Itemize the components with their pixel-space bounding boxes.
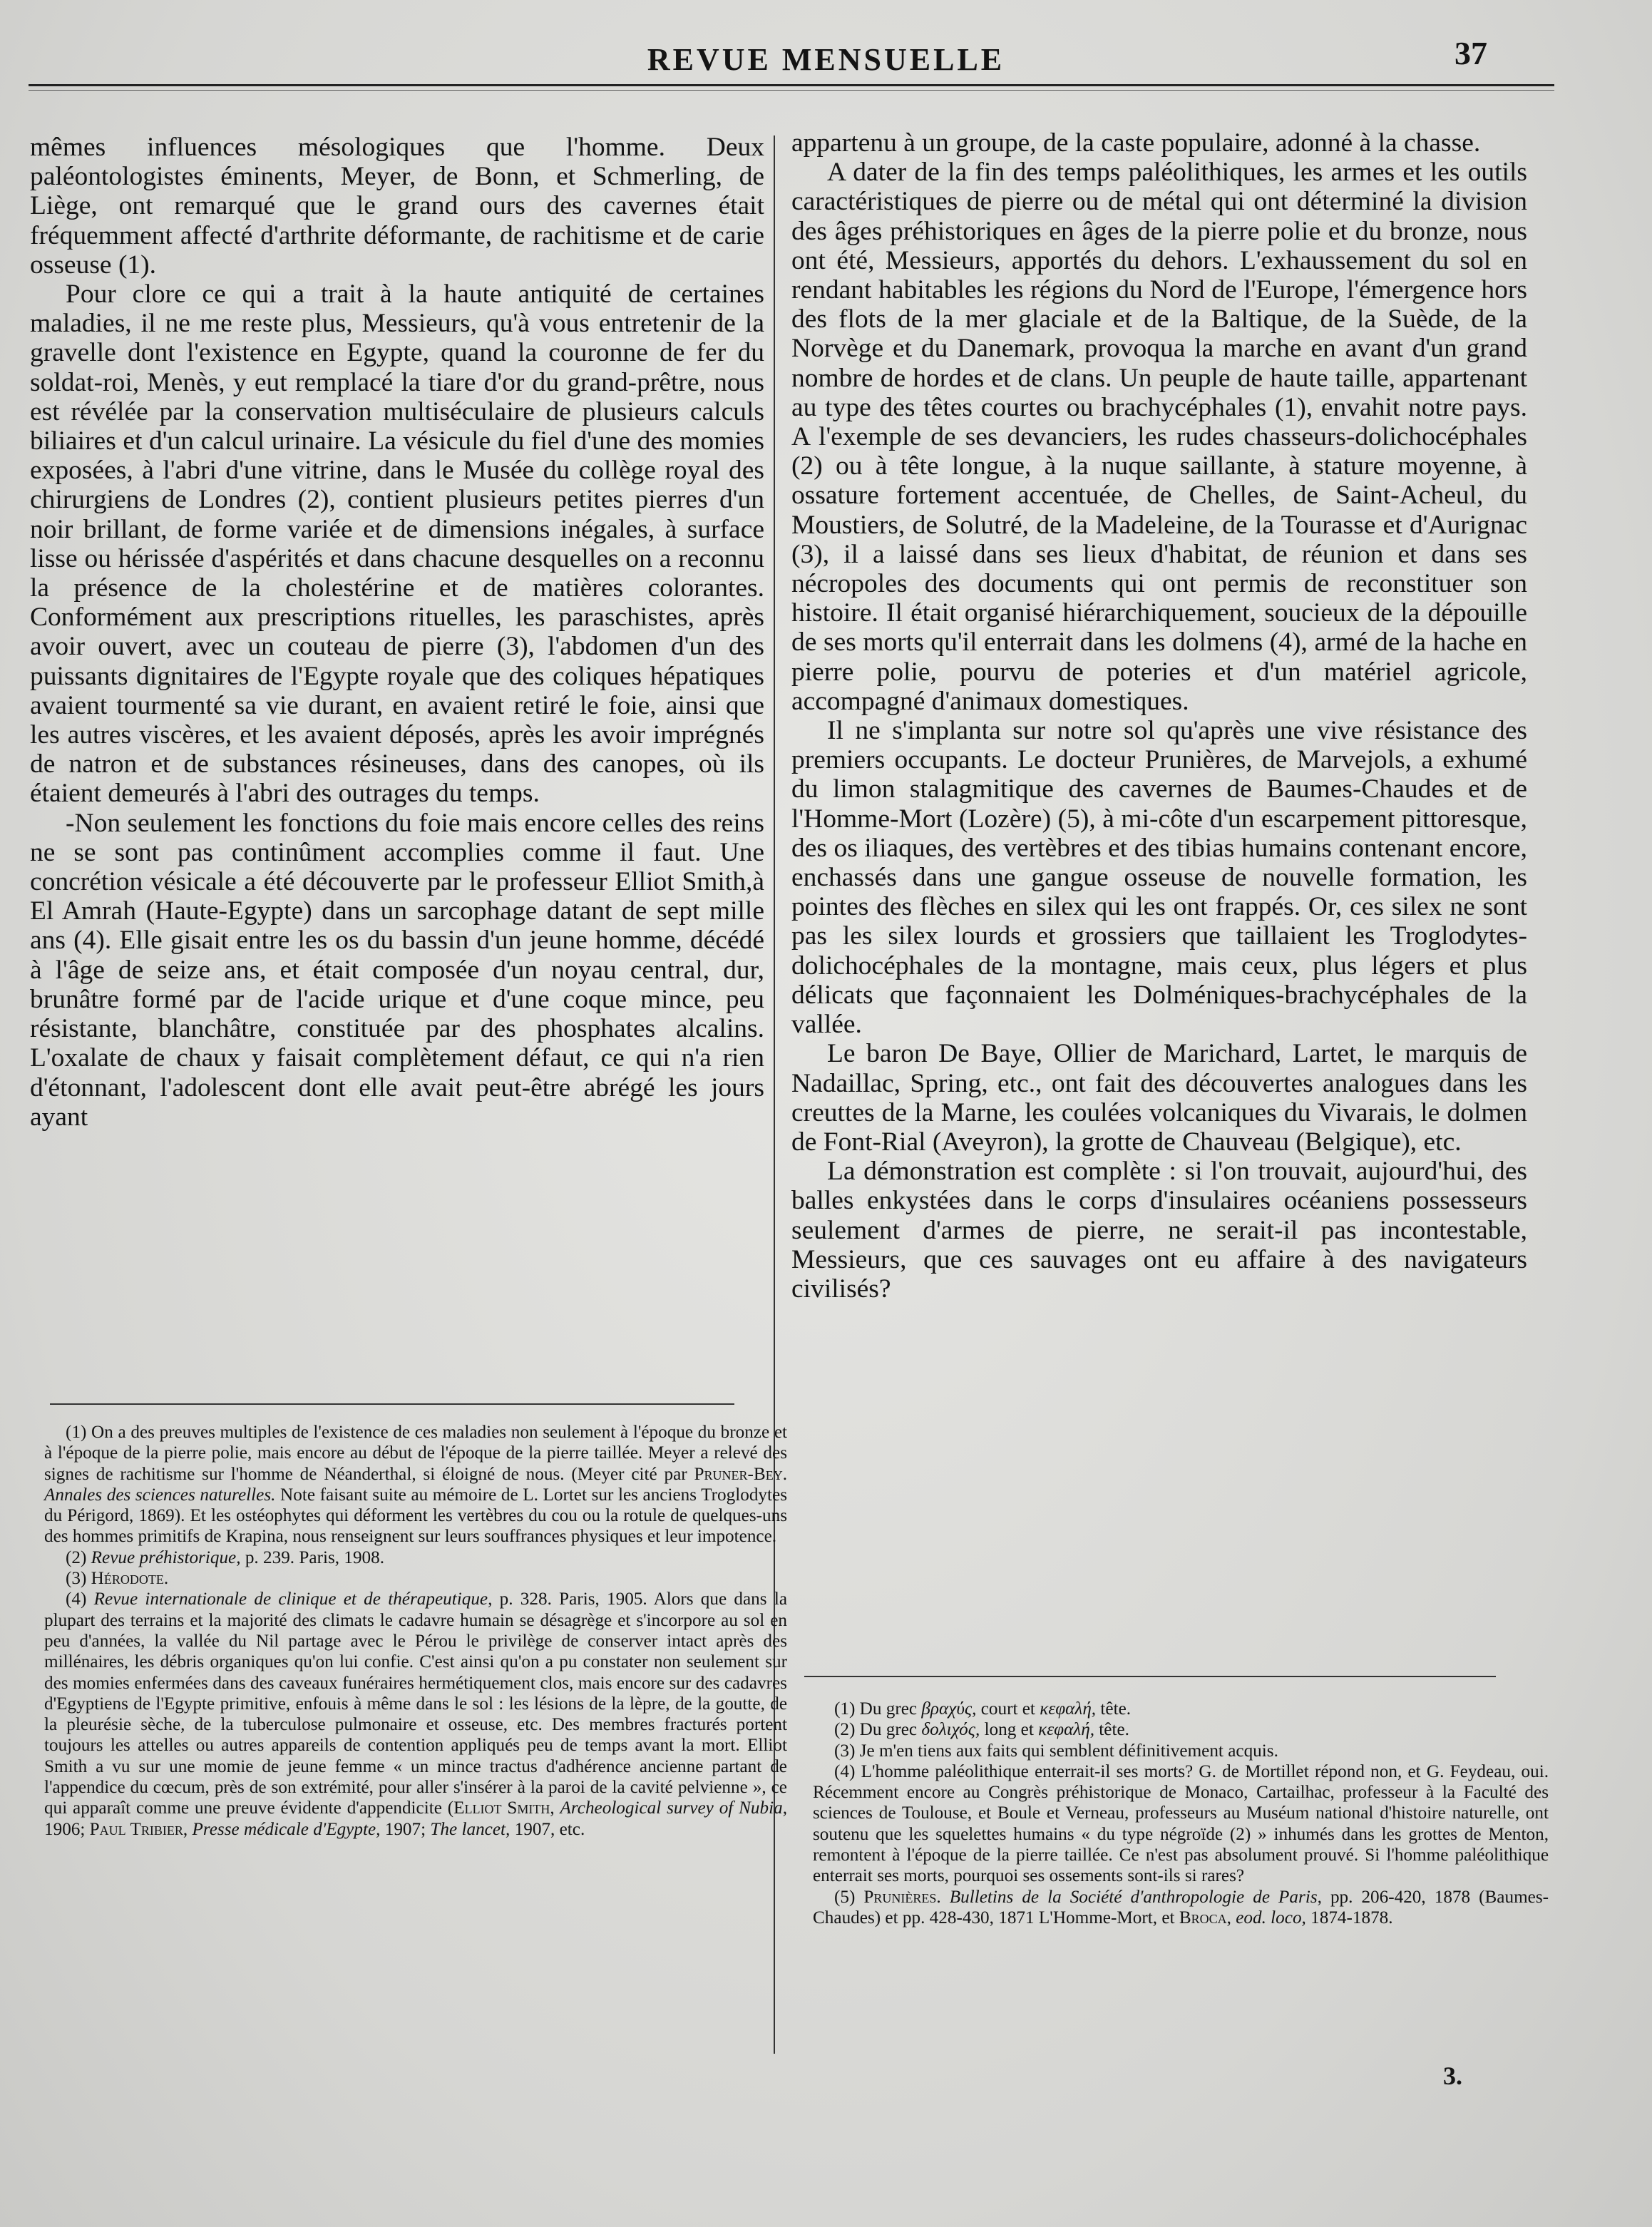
left-paragraph-3: -Non seulement les fonctions du foie mais encore celles des reins ne se sont pas continûment accomplies comme il faut. Une concrétion vésicale a été découverte par le professeur Elliot Smith,à El Amrah (Haute-Egypte) dans un sarcophage datant de sept mille ans (4). Elle gisait entre les os du bassin d'un jeune homme, décédé à l'âge de seize ans, et était composée d'un noyau central, dur, brunâtre formé par de l'acide urique et d'une coque mince, peu résistante, blanchâtre, constituée par des phosphates alcalins. L'oxalate de chaux y faisait complètement défaut, ce qui n'a rien d'étonnant, l'adolescent dont elle avait peut-être abrégé les jours ayant (30, 808, 764, 1132)
footnote-right-4: (4) L'homme paléolithique enterrait-il ses morts? G. de Mortillet répond non, et G. Feydeau, oui. Récemment encore au Congrès préhistorique de Monaco, Cartailhac, professeur à la Faculté des sciences de Toulouse, et Boule et Verneau, professeurs au Muséum national d'histoire naturelle, ont soutenu que les squelettes humains « du type négroïde (2) » inhumés dans les grottes de Menton, remontent à l'époque de la pierre taillée. Ce n'est pas absolument prouvé. Si l'homme paléolithique enterrait ses morts, pourquoi ses ossements sont-ils si rares? (813, 1761, 1549, 1886)
right-paragraph-3: Il ne s'implanta sur notre sol qu'après une vive résistance des premiers occupants. Le docteur Prunières, de Marvejols, a exhumé du limon stalagmitique des cavernes de Baumes-Chaudes et de l'Homme-Mort (Lozère) (5), à mi-côte d'un escarpement pittoresque, des os iliaques, des vertèbres et des tibias humains contenant encore, enchassés dans une gangue osseuse de nouvelle formation, les pointes des flèches en silex qui les ont frappés. Or, ces silex ne sont pas les silex lourds et grossiers que taillaient les Troglodytes-dolichocéphales de la montagne, mais ceux, plus légers et plus délicats que façonnaient les Dolméniques-brachycéphales de la vallée. (791, 716, 1527, 1040)
footnote-right-5 (813, 1887, 1549, 1929)
footnote-text: (1) On a des preuves multiples de l'existence de ces maladies non seulement à l'époque du bronze et à l'époque de la pierre polie, mais encore au début de l'époque de la pierre taillée. Meyer a relevé des signes de rachitisme sur l'homme de Néanderthal, si éloigné de nous. (Meyer cité par (44, 1423, 787, 1484)
footnote-text: 1874-1878. (1310, 1908, 1393, 1927)
footnote-text: court et (980, 1699, 1035, 1719)
left-column (30, 133, 764, 1132)
footnote-journal: Annales des sciences naturelles. (44, 1485, 276, 1505)
footnote-left-4 (44, 1589, 787, 1840)
footnote-left-3 (44, 1568, 787, 1589)
footnote-text: 1906; (44, 1819, 86, 1839)
header-rule-thin (29, 90, 1554, 91)
greek-word: βραχύς, (921, 1699, 977, 1719)
footnote-author: Prunières. (863, 1887, 941, 1907)
right-paragraph-5: La démonstration est complète : si l'on trouvait, aujourd'hui, des balles enkystées dans le corps d'insulaires océaniens possesseurs seulement d'armes de pierre, ne serait-il pas incontestable, Messieurs, que ces sauvages ont eu affaire à des navigateurs civilisés? (791, 1157, 1527, 1304)
footnote-author: Elliot Smith, (453, 1798, 555, 1818)
signature-mark: 3. (1443, 2062, 1462, 2090)
footnote-text: (2) Du grec (834, 1720, 918, 1740)
footnote-right-1 (813, 1699, 1549, 1719)
footnote-journal: Revue préhistorique, (91, 1547, 241, 1567)
left-paragraph-1: mêmes influences mésologiques que l'homme. Deux paléontologistes éminents, Meyer, de Bonn, et Schmerling, de Liège, ont remarqué que le grand ours des cavernes était fréquemment affecté d'arthrite déformante, de rachitisme et de carie osseuse (1). (30, 133, 764, 280)
footnote-text: tête. (1100, 1699, 1132, 1719)
footnote-author: Paul Tribier, (89, 1819, 188, 1839)
header-rule (29, 84, 1554, 86)
footnote-author: Hérodote. (91, 1569, 169, 1589)
footnote-right-3: (3) Je m'en tiens aux faits qui semblent définitivement acquis. (834, 1741, 1278, 1761)
right-paragraph-1: appartenu à un groupe, de la caste populaire, adonné à la chasse. (791, 128, 1481, 158)
footnote-rule-right (804, 1676, 1496, 1677)
footnotes-right (813, 1699, 1549, 1928)
footnotes-left (44, 1422, 787, 1840)
footnote-text: 1907, etc. (514, 1819, 585, 1839)
greek-word: δολιχός, (921, 1720, 980, 1740)
footnote-author: Broca, (1179, 1908, 1231, 1927)
footnote-text: tête. (1099, 1720, 1129, 1740)
right-column (791, 128, 1527, 1304)
footnote-text: 1907; (384, 1819, 426, 1839)
footnote-right-2 (813, 1719, 1549, 1740)
footnote-journal: Revue internationale de clinique et de thérapeutique, (93, 1589, 493, 1609)
running-header-title: REVUE MENSUELLE (647, 42, 1005, 77)
footnote-number: (2) (66, 1547, 87, 1567)
footnote-text: p. 239. Paris, 1908. (245, 1547, 385, 1567)
footnote-journal: The lancet, (430, 1819, 511, 1839)
footnote-left-2 (44, 1547, 787, 1568)
footnote-number: (4) (66, 1589, 87, 1609)
right-paragraph-2: A dater de la fin des temps paléolithiques, les armes et les outils caractéristiques de pierre ou de métal qui ont déterminé la division des âges préhistoriques en âges de la pierre polie et du bronze, nous ont été, Messieurs, apportés du dehors. L'exhaussement du sol en rendant habitables les régions du Nord de l'Europe, l'émergence hors des flots de la mer glaciale et de la Baltique, de la Suède, de la Norvège et du Danemark, provoqua la marche en avant d'un grand nombre de hordes et de clans. Un peuple de haute taille, appartenant au type des têtes courtes ou brachycéphales (1), envahit notre pays. A l'exemple de ses devanciers, les rudes chasseurs-dolichocéphales (2) ou à tête longue, à la nuque saillante, à stature moyenne, à ossature fortement accentuée, de Chelles, de Saint-Acheul, du Moustiers, de Solutré, de la Madeleine, de la Tourasse et d'Aurignac (3), il a laissé dans ses lieux d'habitat, de réunion et dans ses nécropoles des documents qui ont permis de reconstituer son histoire. Il était organisé hiérarchiquement, soucieux de la dépouille de ses morts qu'il enterrait dans les dolmens (4), armé de la hache en pierre polie, pourvu de poteries et d'un matériel agricole, accompagné d'animaux domestiques. (791, 158, 1527, 716)
footnote-text: pp. 206-420, 1878 (Baumes-Chaudes) et pp. 428-430, 1871 L'Homme-Mort, et (813, 1887, 1549, 1927)
footnote-left-1 (44, 1422, 787, 1547)
footnote-journal: Archeological survey of Nubia, (560, 1798, 787, 1818)
footnote-journal: Presse médicale d'Egypte, (192, 1819, 381, 1839)
footnote-rule-left (50, 1403, 734, 1405)
footnote-author: Pruner-Bey. (694, 1464, 788, 1484)
left-paragraph-2: Pour clore ce qui a trait à la haute antiquité de certaines maladies, il ne me reste plus, Messieurs, qu'à vous entretenir de la gravelle dont l'existence en Egypte, quand la couronne de fer du soldat-roi, Menès, y eut remplacé la tiare d'or du grand-prêtre, nous est révélée par la conservation multiséculaire de plusieurs calculs biliaires et d'un calcul urinaire. La vésicule du fiel d'une des momies exposées, à l'abri d'une vitrine, dans le Musée du collège royal des chirurgiens de Londres (2), contient plusieurs petites pierres d'un noir brillant, de forme variée et de dimensions inégales, à surface lisse ou hérissée d'aspérités et dans chacune desquelles on a reconnu la présence de la cholestérine et de matières colorantes. Conformément aux prescriptions rituelles, les paraschistes, après avoir ouvert, avec un couteau de pierre (3), l'abdomen d'un des puissants dignitaires de l'Egypte royale que des coliques hépatiques avaient tourmenté sa vie durant, en avaient retiré le foie, ainsi que les autres viscères, et les avaient déposés, après les avoir imprégnés de natron et de substances résineuses, dans des canopes, où ils étaient demeurés à l'abri des outrages du temps. (30, 280, 764, 809)
footnote-number: (5) (834, 1887, 856, 1907)
right-paragraph-4: Le baron De Baye, Ollier de Marichard, Lartet, le marquis de Nadaillac, Spring, etc., ont fait des découvertes analogues dans les creuttes de la Marne, les coulées volcaniques du Vivarais, le dolmen de Font-Rial (Aveyron), la grotte de Chauveau (Belgique), etc. (791, 1039, 1527, 1157)
footnote-text: Note faisant suite au mémoire de L. Lortet sur les anciens Troglodytes du Périgord, 1869). Et les ostéophytes qui déforment les vertèbres du cou ou la rotule de quelques-uns des hommes primitifs de Krapina, nous renseignent sur leurs souffrances physiques et leur impotence. (44, 1485, 787, 1547)
footnote-text: long et (984, 1720, 1034, 1740)
page-number: 37 (1455, 35, 1487, 71)
footnote-text: (1) Du grec (834, 1699, 918, 1719)
greek-word: κεφαλή, (1038, 1720, 1094, 1740)
footnote-journal: Bulletins de la Société d'anthropologie de Paris, (949, 1887, 1322, 1907)
footnote-journal: eod. loco, (1236, 1908, 1306, 1927)
greek-word: κεφαλή, (1040, 1699, 1097, 1719)
footnote-number: (3) (66, 1569, 87, 1589)
footnote-text: p. 328. Paris, 1905. Alors que dans la plupart des terrains et la majorité des climats le cadavre humain se désagrège et s'incorpore au sol en peu d'années, la vallée du Nil partage avec le Pérou le privilège de conserver intact après des millénaires, les débris organiques qu'on lui confie. C'est ainsi qu'on a pu constater non seulement sur des momies enfermées dans des caveaux funéraires hermétiquement clos, mais encore sur des cadavres d'Egyptiens de l'Egypte primitive, enfouis à même dans le sol : les lésions de la lèpre, de la goutte, de la pleurésie sèche, de la tuberculose pulmonaire et osseuse, etc. Des membres fracturés portent toujours les attelles ou autres appareils de contention appliqués peu de temps avant la mort. Elliot Smith a vu sur une momie de jeune femme « un mince tractus d'adhérence ancienne partant de l'appendice du cœcum, près de son extrémité, pour aller s'insérer à la paroi de la cavité pelvienne », ce qui apparaît comme une preuve évidente d'appendicite ( (44, 1589, 788, 1818)
